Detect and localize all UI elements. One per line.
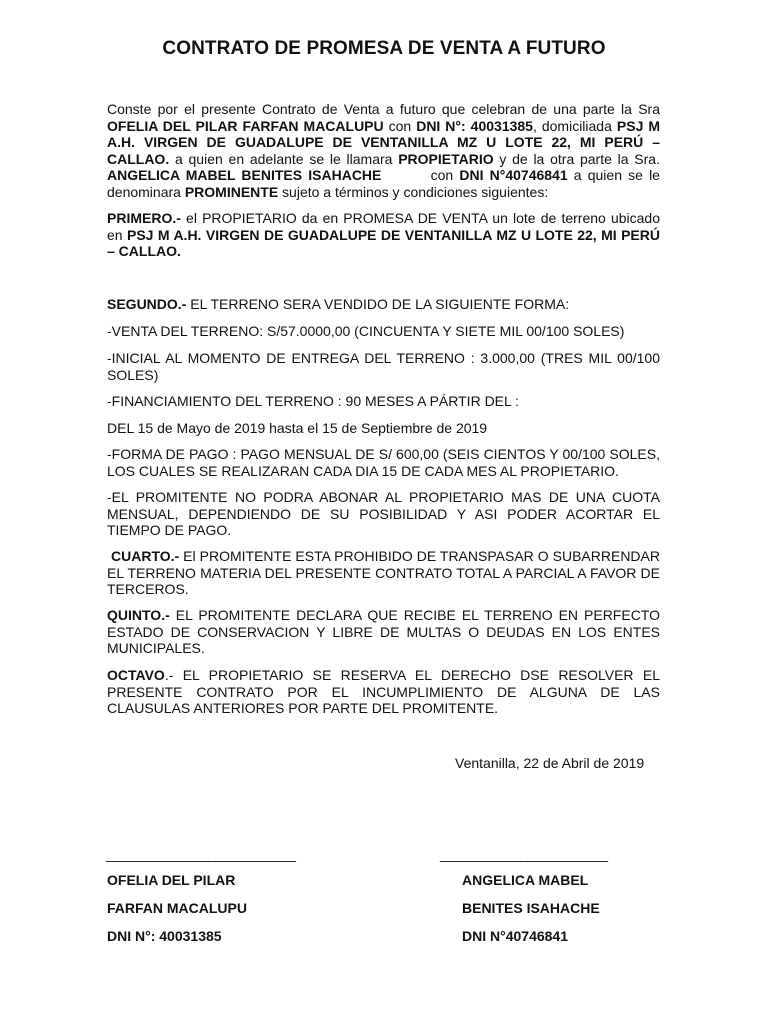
clause-text: EL TERRENO SERA VENDIDO DE LA SIGUIENTE FORMA: xyxy=(186,296,570,312)
signatory-left-name1: OFELIA DEL PILAR xyxy=(107,872,236,888)
place-date: Ventanilla, 22 de Abril de 2019 xyxy=(455,755,645,771)
item-venta xyxy=(107,323,660,340)
clause-primero xyxy=(107,210,660,260)
document-title: CONTRATO DE PROMESA DE VENTA A FUTURO xyxy=(162,38,606,59)
clause-label: OCTAVO xyxy=(107,667,165,683)
signatory-right-name1: ANGELICA MABEL xyxy=(462,872,589,888)
clause-label: PRIMERO.- xyxy=(107,210,181,226)
clause-text: .- EL PROPIETARIO SE RESERVA EL DERECHO DSE RESOLVER EL PRESENTE CONTRATO POR EL INCUMPLIMIENTO DE ALGUNA DE LAS CLAUSULAS ANTERIORES POR PARTE DEL PROMITENTE. xyxy=(107,667,660,716)
intro-text: y de la otra parte la Sra. xyxy=(493,150,660,167)
item-forma-pago xyxy=(107,446,660,479)
signatory-right-name2: BENITES ISAHACHE xyxy=(462,900,600,916)
clause-label: CUARTO.- xyxy=(111,548,180,564)
clause-octavo xyxy=(107,667,660,717)
clause-label: SEGUNDO.- xyxy=(107,296,187,312)
item-financiamiento xyxy=(107,393,660,410)
intro-text: a quien en adelante se le llamara xyxy=(169,150,399,167)
property-address: PSJ M A.H. VIRGEN DE GUADALUPE DE VENTANILLA MZ U LOTE 22, MI PERÚ – CALLAO. xyxy=(107,226,660,259)
intro-text: Conste por el presente Contrato de Venta a futuro que celebran de una parte la Sra xyxy=(107,101,660,117)
intro-paragraph xyxy=(107,101,660,200)
signature-line-right: _______________________ xyxy=(440,846,608,862)
buyer-name: ANGELICA MABEL BENITES ISAHACHE xyxy=(107,167,382,183)
owner-address: PSJ M A.H. VIRGEN DE GUADALUPE DE VENTANILLA MZ U LOTE 22, MI PERÚ – CALLAO. xyxy=(107,117,661,167)
item-text: -INICIAL AL MOMENTO DE ENTREGA DEL TERRENO : 3.000,00 (TRES MIL 00/100 SOLES) xyxy=(107,350,660,383)
clause-text: El PROMITENTE ESTA PROHIBIDO DE TRANSPASAR O SUBARRENDAR EL TERRENO MATERIA DEL PRESENTE CONTRATO TOTAL A PARCIAL A FAVOR DE TERCEROS. xyxy=(107,548,660,597)
buyer-role: PROMINENTE xyxy=(184,183,279,200)
item-inicial xyxy=(107,350,660,383)
owner-name: OFELIA DEL PILAR FARFAN MACALUPU xyxy=(107,117,384,134)
item-periodo xyxy=(107,420,660,437)
intro-text: con xyxy=(383,117,417,134)
intro-text: con xyxy=(381,167,460,183)
item-cuota xyxy=(107,489,660,539)
clause-text: EL PROMITENTE DECLARA QUE RECIBE EL TERRENO EN PERFECTO ESTADO DE CONSERVACION Y LIBRE DE MULTAS O DEUDAS EN LOS ENTES MUNICIPALES. xyxy=(107,607,660,656)
item-text: DEL 15 de Mayo de 2019 hasta el 15 de Septiembre de 2019 xyxy=(107,420,488,436)
intro-text: a quien se le denominara xyxy=(107,167,660,200)
clause-label: QUINTO.- xyxy=(107,607,170,623)
buyer-dni: DNI N°40746841 xyxy=(459,167,568,183)
signature-line-left: __________________________ xyxy=(106,846,296,862)
intro-text: sujeto a términos y condiciones siguientes: xyxy=(278,183,549,200)
signatory-right-dni: DNI N°40746841 xyxy=(462,928,568,944)
signatory-left-dni: DNI N°: 40031385 xyxy=(107,928,222,944)
clause-quinto xyxy=(107,607,660,657)
clause-cuarto xyxy=(107,548,660,598)
item-text: -VENTA DEL TERRENO: S/57.0000,00 (CINCUENTA Y SIETE MIL 00/100 SOLES) xyxy=(107,323,625,339)
intro-text: , domiciliada xyxy=(532,117,617,134)
item-text: -FINANCIAMIENTO DEL TERRENO : 90 MESES A PÁRTIR DEL : xyxy=(107,393,520,409)
item-text: -FORMA DE PAGO : PAGO MENSUAL DE S/ 600,00 (SEIS CIENTOS Y 00/100 SOLES, LOS CUALES SE REALIZARAN CADA DIA 15 DE CADA MES AL PROPIETARIO. xyxy=(107,446,660,479)
item-text: -EL PROMITENTE NO PODRA ABONAR AL PROPIETARIO MAS DE UNA CUOTA MENSUAL, DEPENDIENDO DE SU POSIBILIDAD Y ASI PODER ACORTAR EL TIEMPO DE PAGO. xyxy=(107,489,660,538)
owner-dni: DNI N°: 40031385 xyxy=(416,117,533,134)
owner-role: PROPIETARIO xyxy=(398,150,494,167)
signatory-left-name2: FARFAN MACALUPU xyxy=(107,900,247,916)
clause-text: el PROPIETARIO da en PROMESA DE VENTA un lote de terreno ubicado en xyxy=(107,210,660,243)
clause-segundo xyxy=(107,296,660,313)
